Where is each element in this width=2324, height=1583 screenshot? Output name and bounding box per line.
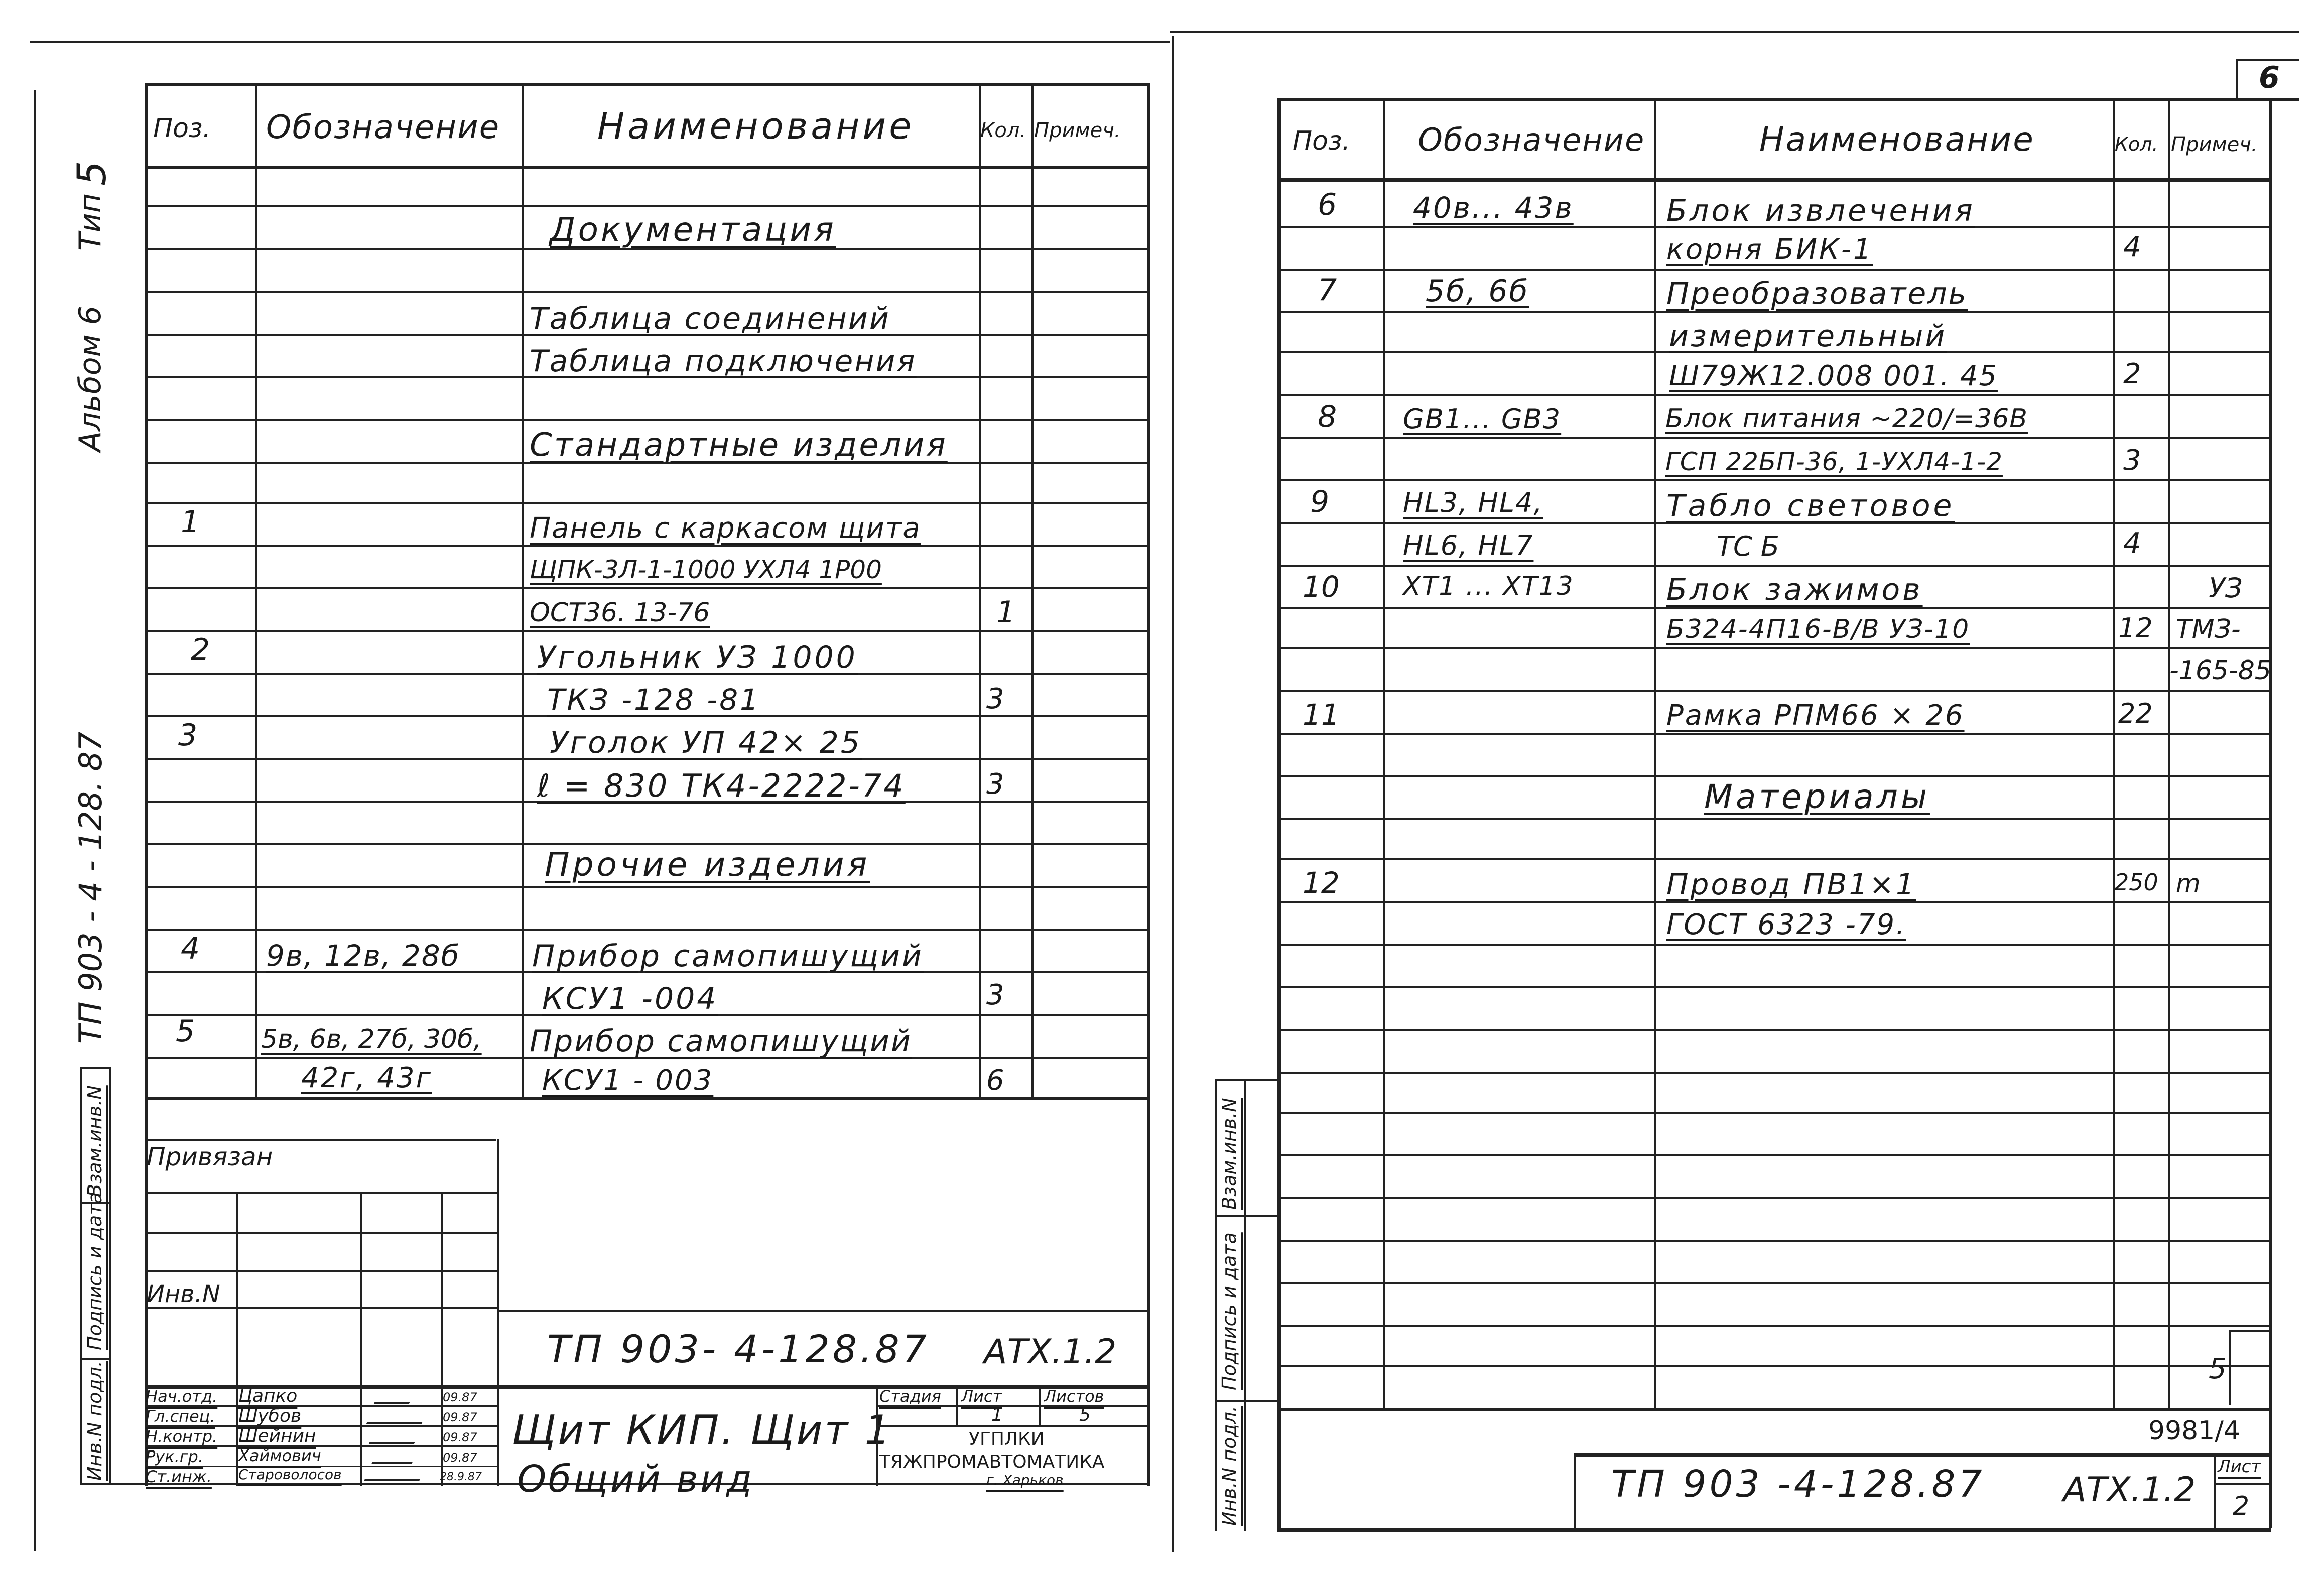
right-row-qty: 250 xyxy=(2114,869,2158,896)
right-col-line xyxy=(1383,98,1385,1408)
right-row-line xyxy=(1277,269,2271,271)
left-section-heading: Документация xyxy=(550,210,836,249)
right-header-bottom xyxy=(1277,178,2271,182)
left-row-pos: 2 xyxy=(191,632,210,668)
left-header-bottom xyxy=(145,166,1148,169)
right-frame-top xyxy=(1277,98,2299,101)
right-row-name: Рамка РПМ66 × 26 xyxy=(1666,699,1965,732)
edge-tip: Тип xyxy=(73,193,108,251)
left-row-line xyxy=(145,502,1148,504)
drawing-title-line1: Щит КИП. Щит 1 xyxy=(512,1407,892,1454)
right-row-line xyxy=(1277,733,2271,735)
left-stage-line xyxy=(876,1385,878,1486)
stamp-role: Рук.гр. xyxy=(146,1447,204,1466)
left-side-stamp-line xyxy=(80,1067,110,1069)
right-row-line xyxy=(1277,1029,2271,1031)
right-row-name: Б324-4П16-В/В УЗ-10 xyxy=(1666,614,1970,644)
right-row-line xyxy=(1277,1240,2271,1242)
right-side-stamp-border xyxy=(1215,1079,1217,1531)
left-row-qty: 3 xyxy=(986,768,1004,801)
right-row-qty: 12 xyxy=(2118,612,2153,644)
right-row-line xyxy=(1277,818,2271,820)
left-row-designation: 5в, 6в, 27б, 30б, xyxy=(261,1024,482,1054)
right-sheet-top-edge xyxy=(1170,31,2299,33)
left-row-pos: 1 xyxy=(181,504,200,540)
left-row-designation: 9в, 12в, 28б xyxy=(266,939,460,973)
org-line2: ТЯЖПРОМАВТОМАТИКА xyxy=(879,1452,1105,1472)
drawing-title-line2: Общий вид xyxy=(517,1458,754,1501)
right-row-name: Блок питания ~220/=36В xyxy=(1665,404,2028,434)
left-row-line xyxy=(145,419,1148,421)
right-row-line xyxy=(1277,565,2271,567)
stamp-person: Шубов xyxy=(238,1406,302,1426)
left-stamp-line xyxy=(145,1270,497,1272)
stamp-date: 09.87 xyxy=(443,1390,477,1404)
left-sheet-top-edge xyxy=(30,41,1170,43)
right-row-qty: 2 xyxy=(2123,358,2141,390)
right-stamp-code: ТП 903 -4-128.87 xyxy=(1611,1463,1985,1506)
right-stamp-line xyxy=(2214,1453,2216,1528)
sheet-fold-line xyxy=(1172,36,1174,1552)
stamp-inv-n: Инв.N xyxy=(147,1280,220,1308)
left-col-line xyxy=(979,83,981,1097)
left-col-line xyxy=(1031,83,1034,1097)
left-stamp-line xyxy=(497,1139,499,1486)
left-row-line xyxy=(145,587,1148,589)
archive-number: 9981/4 xyxy=(2148,1416,2240,1446)
right-row-line xyxy=(1277,1072,2271,1074)
right-row-note: m xyxy=(2176,869,2201,898)
right-row-qty: 22 xyxy=(2118,698,2153,729)
sheet-value: 1 xyxy=(991,1405,1003,1425)
stamp-role: Ст.инж. xyxy=(146,1467,212,1486)
left-col-line xyxy=(522,83,524,1097)
left-side-inv-podl: Инв.N подл. xyxy=(84,1361,106,1481)
right-row-line xyxy=(1277,1365,2271,1367)
right-row-line xyxy=(1277,858,2271,860)
right-row-pos: 12 xyxy=(1303,866,1340,900)
stamp-date: 09.87 xyxy=(443,1450,477,1465)
right-row-line xyxy=(1277,1112,2271,1114)
left-row-line xyxy=(145,545,1148,547)
right-row-name: Табло световое xyxy=(1666,488,1955,523)
stamp-role: Гл.спец. xyxy=(146,1407,215,1426)
edge-album: Альбом 6 xyxy=(73,306,108,452)
right-row-designation: 40в... 43в xyxy=(1413,191,1574,225)
stamp-role: Н.контр. xyxy=(146,1427,218,1446)
right-col-line xyxy=(1654,98,1656,1408)
right-row-name: измерительный xyxy=(1669,319,1947,354)
stamp-person: Шейнин xyxy=(238,1426,316,1446)
left-row-name: ТКЗ -128 -81 xyxy=(547,683,761,717)
left-row-name: ОСТ36. 13-76 xyxy=(530,598,710,628)
page-number: 6 xyxy=(2259,60,2280,95)
left-row-pos: 3 xyxy=(178,718,198,753)
left-frame-right xyxy=(1147,83,1150,1486)
right-row-pos: 7 xyxy=(1318,273,1337,308)
right-row-designation: HL3, HL4, xyxy=(1403,487,1543,518)
right-row-line xyxy=(1277,394,2271,396)
stamp-privyazan: Привязан xyxy=(147,1142,273,1171)
right-header-qty: Кол. xyxy=(2115,133,2158,155)
left-header-note: Примеч. xyxy=(1034,119,1121,142)
right-header-designation: Обозначение xyxy=(1418,121,1645,158)
stamp-date: 28.9.87 xyxy=(440,1471,482,1483)
signature-mark xyxy=(371,1453,417,1464)
right-row-designation: XT1 ... XT13 xyxy=(1403,571,1574,601)
right-row-line xyxy=(1277,647,2271,649)
left-row-name: Таблица соединений xyxy=(530,301,890,336)
right-corner-mark: 5 xyxy=(2209,1353,2227,1385)
left-side-stamp-border xyxy=(80,1067,82,1483)
right-side-signature-date: Подпись и дата xyxy=(1218,1232,1240,1390)
right-row-note: УЗ xyxy=(2209,572,2243,604)
left-row-qty: 3 xyxy=(986,979,1004,1011)
right-row-line xyxy=(1277,607,2271,609)
org-line1: УГПЛКИ xyxy=(969,1429,1045,1449)
right-frame-bottom xyxy=(1277,1528,2271,1532)
right-table-bottom xyxy=(1277,1408,2271,1411)
stamp-role: Нач.отд. xyxy=(146,1387,218,1406)
left-frame-top xyxy=(145,83,1148,86)
right-row-qty: 4 xyxy=(2123,231,2141,263)
right-row-name: корня БИК-1 xyxy=(1666,233,1873,266)
left-frame-left xyxy=(145,83,148,1486)
right-row-name: ТС Б xyxy=(1717,531,1779,562)
left-row-line xyxy=(145,630,1148,632)
right-row-line xyxy=(1277,479,2271,481)
right-row-pos: 11 xyxy=(1303,698,1340,732)
right-sheet-label: Лист xyxy=(2218,1457,2261,1477)
left-row-line xyxy=(145,929,1148,931)
signature-mark xyxy=(366,1413,427,1424)
edge-project-code: ТП 903 - 4 - 128. 87 xyxy=(72,731,109,1044)
right-row-line xyxy=(1277,311,2271,313)
right-side-vzam-inv: Взам.инв.N xyxy=(1218,1098,1240,1210)
left-table-bottom xyxy=(145,1097,1148,1100)
left-stage-line xyxy=(876,1425,1147,1427)
right-side-stamp-line xyxy=(1215,1079,1277,1081)
stamp-person: Цапко xyxy=(238,1386,298,1406)
right-col-line xyxy=(2168,98,2170,1408)
right-corner-line xyxy=(2229,1330,2231,1405)
left-side-signature-date: Подпись и дата xyxy=(84,1192,106,1350)
right-sheet-value: 2 xyxy=(2233,1491,2250,1521)
right-side-stamp-line xyxy=(1215,1400,1277,1402)
right-row-name: Ш79Ж12.008 001. 45 xyxy=(1669,360,1998,392)
right-side-stamp-line xyxy=(1215,1215,1277,1217)
left-stamp-line xyxy=(145,1192,497,1194)
left-row-designation: 42г, 43г xyxy=(301,1062,432,1094)
right-header-pos: Поз. xyxy=(1293,126,1351,156)
right-stamp-line xyxy=(1574,1453,1576,1528)
sheet-label: Лист xyxy=(961,1387,1002,1406)
left-side-stamp-line xyxy=(80,1358,110,1360)
right-row-line xyxy=(1277,986,2271,988)
left-row-qty: 6 xyxy=(986,1064,1004,1097)
left-header-pos: Поз. xyxy=(153,113,211,144)
left-row-pos: 4 xyxy=(181,931,200,966)
left-row-qty: 1 xyxy=(996,595,1016,630)
right-col-line xyxy=(2113,98,2115,1408)
left-stamp-line xyxy=(145,1139,496,1141)
org-line3: г. Харьков xyxy=(986,1472,1064,1488)
right-header-name: Наименование xyxy=(1759,120,2035,159)
right-row-line xyxy=(1277,1154,2271,1156)
left-header-name: Наименование xyxy=(597,105,915,147)
signature-mark xyxy=(374,1393,414,1404)
sheets-value: 5 xyxy=(1079,1405,1091,1425)
left-row-line xyxy=(145,205,1148,207)
right-corner-line xyxy=(2229,1330,2269,1332)
right-section-heading: Материалы xyxy=(1704,777,1930,816)
left-section-heading: Стандартные изделия xyxy=(530,427,948,464)
left-row-name: ℓ = 830 ТК4-2222-74 xyxy=(537,767,906,804)
left-header-qty: Кол. xyxy=(980,119,1026,142)
left-stamp-line xyxy=(360,1192,362,1486)
left-stamp-line xyxy=(236,1192,238,1486)
left-stamp-line xyxy=(145,1232,497,1234)
right-row-note: -165-85 xyxy=(2169,655,2271,686)
right-row-line xyxy=(1277,1325,2271,1327)
right-row-name: ГОСТ 6323 -79. xyxy=(1666,908,1906,941)
right-row-note: ТМЗ- xyxy=(2176,614,2241,644)
edge-number: 5 xyxy=(70,161,115,186)
right-row-name: Блок извлечения xyxy=(1666,193,1975,228)
right-row-line xyxy=(1277,1282,2271,1284)
left-row-name: Уголок УП 42× 25 xyxy=(550,725,862,760)
signature-mark xyxy=(369,1433,419,1444)
stamp-person: Хаймович xyxy=(238,1446,321,1465)
right-row-line xyxy=(1277,437,2271,439)
right-row-designation: HL6, HL7 xyxy=(1403,530,1534,561)
stage-label: Стадия xyxy=(879,1387,941,1406)
stamp-date: 09.87 xyxy=(443,1410,477,1424)
left-row-name: ЩПК-3Л-1-1000 УХЛ4 1Р00 xyxy=(530,555,882,584)
right-row-line xyxy=(1277,944,2271,946)
left-row-name: КСУ1 -004 xyxy=(542,981,718,1016)
right-row-pos: 9 xyxy=(1310,484,1330,519)
right-side-stamp-border-2 xyxy=(1244,1079,1246,1531)
right-row-line xyxy=(1277,690,2271,692)
left-sheet-left-edge xyxy=(34,90,36,1551)
right-row-qty: 4 xyxy=(2123,527,2141,560)
left-header-designation: Обозначение xyxy=(266,109,500,146)
left-section-heading: Прочие изделия xyxy=(545,845,870,884)
left-row-name: Прибор самопишущий xyxy=(532,939,924,974)
right-stamp-atx: АТХ.1.2 xyxy=(2063,1470,2196,1510)
right-row-pos: 6 xyxy=(1318,187,1337,222)
left-stamp-line xyxy=(497,1310,1147,1312)
left-side-stamp-border-2 xyxy=(109,1067,111,1483)
right-row-qty: 3 xyxy=(2123,444,2141,477)
right-row-designation: 5б, 6б xyxy=(1426,274,1529,309)
left-row-pos: 5 xyxy=(176,1014,195,1049)
right-row-line xyxy=(1277,1197,2271,1199)
right-header-note: Примеч. xyxy=(2171,133,2258,156)
left-side-vzam-inv: Взам.инв.N xyxy=(84,1085,106,1197)
left-row-name: Таблица подключения xyxy=(530,344,917,379)
left-row-name: Панель с каркасом щита xyxy=(530,512,921,545)
sheets-label: Листов xyxy=(1044,1387,1104,1406)
left-stamp-atx: АТХ.1.2 xyxy=(984,1332,1117,1372)
left-row-line xyxy=(145,886,1148,888)
right-row-pos: 8 xyxy=(1318,399,1337,434)
right-row-name: Блок зажимов xyxy=(1666,572,1923,607)
left-row-name: Угольник УЗ 1000 xyxy=(537,640,858,675)
signature-mark xyxy=(364,1471,424,1481)
left-stamp-code: ТП 903- 4-128.87 xyxy=(547,1327,930,1371)
right-side-inv-podl: Инв.N подл. xyxy=(1218,1406,1240,1526)
left-row-qty: 3 xyxy=(986,683,1004,715)
right-row-pos: 10 xyxy=(1303,570,1340,604)
left-row-name: КСУ1 - 003 xyxy=(542,1064,714,1097)
right-row-designation: GB1... GB3 xyxy=(1403,403,1562,435)
right-stamp-top xyxy=(1574,1453,2271,1457)
left-row-name: Прибор самопишущий xyxy=(530,1024,912,1059)
stamp-person: Староволосов xyxy=(238,1466,342,1483)
stamp-date: 09.87 xyxy=(443,1430,477,1444)
right-row-name: Преобразователь xyxy=(1666,276,1968,311)
left-row-line xyxy=(145,291,1148,293)
right-row-name: ГСП 22БП-36, 1-УХЛ4-1-2 xyxy=(1665,447,2003,476)
page-number-box xyxy=(2236,60,2238,100)
right-row-name: Провод ПВ1×1 xyxy=(1666,867,1916,901)
right-stamp-line xyxy=(2214,1483,2269,1485)
left-col-line xyxy=(255,83,257,1097)
